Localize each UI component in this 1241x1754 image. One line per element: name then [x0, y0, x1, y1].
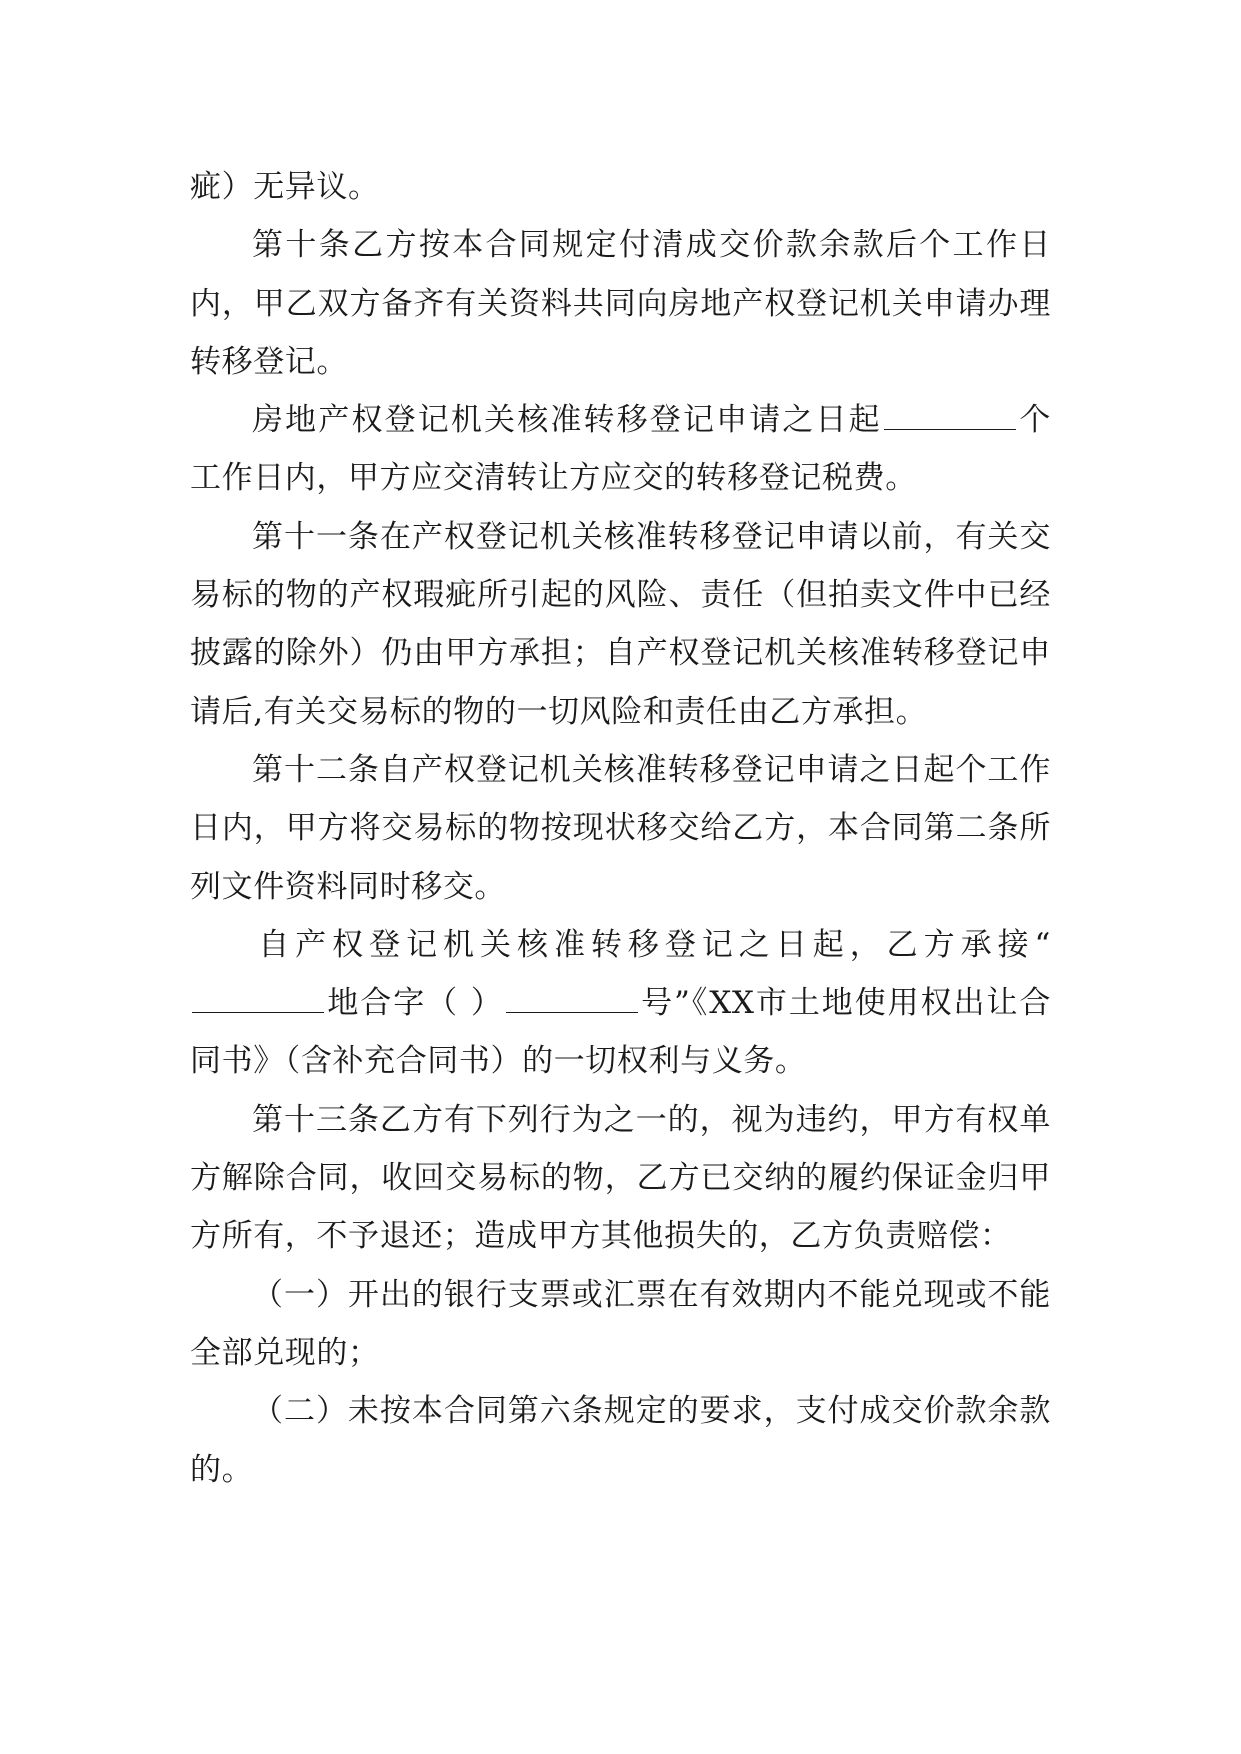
paragraph-article-12	[190, 741, 1051, 916]
paragraph-text: 个工作日内，甲方应交清转让方应交的转移登记税费。	[190, 402, 1051, 497]
paragraph-text: （二）未按本合同第六条规定的要求，支付成交价款余款的。	[190, 1393, 1051, 1488]
paragraph-text: 第十一条在产权登记机关核准转移登记申请以前，有关交易标的物的产权瑕疵所引起的风险、责任（但拍卖文件中已经披露的除外）仍由甲方承担；自产权登记机关核准转移登记申请后,有关交易标的物的一切风险和责任由乙方承担。	[190, 518, 1051, 730]
paragraph-tax-deadline	[190, 391, 1051, 508]
paragraph-item-2	[190, 1382, 1051, 1499]
paragraph-article-11	[190, 508, 1051, 741]
paragraph-text: 第十条乙方按本合同规定付清成交价款余款后个工作日内，甲乙双方备齐有关资料共同向房地产权登记机关申请办理转移登记。	[190, 227, 1051, 380]
paragraph-item-1	[190, 1266, 1051, 1383]
paragraph-article-13	[190, 1091, 1051, 1266]
paragraph-text: （一）开出的银行支票或汇票在有效期内不能兑现或不能全部兑现的；	[190, 1276, 1051, 1371]
paragraph-text: 疵）无异议。	[190, 169, 380, 205]
contract-text	[190, 158, 1051, 1499]
fill-in-blank	[192, 984, 324, 1013]
fill-in-blank	[506, 984, 638, 1013]
paragraph-article-10	[190, 216, 1051, 391]
paragraph-continuation	[190, 158, 1051, 216]
paragraph-rights-transfer	[190, 916, 1051, 1091]
paragraph-text: 号”《XX市土地使用权出让合同书》（含补充合同书）的一切权利与义务。	[190, 985, 1051, 1080]
paragraph-text: 第十二条自产权登记机关核准转移登记申请之日起个工作日内，甲方将交易标的物按现状移交给乙方，本合同第二条所列文件资料同时移交。	[190, 751, 1051, 905]
paragraph-text: 房地产权登记机关核准转移登记申请之日起	[252, 402, 882, 439]
paragraph-text: 第十三条乙方有下列行为之一的，视为违约，甲方有权单方解除合同，收回交易标的物，乙方已交纳的履约保证金归甲方所有，不予退还；造成甲方其他损失的，乙方负责赔偿：	[190, 1101, 1051, 1255]
paragraph-text: 自产权登记机关核准转移登记之日起，乙方承接“	[258, 926, 1051, 963]
fill-in-blank	[884, 401, 1016, 430]
paragraph-text: 地合字（ ）	[326, 985, 504, 1022]
